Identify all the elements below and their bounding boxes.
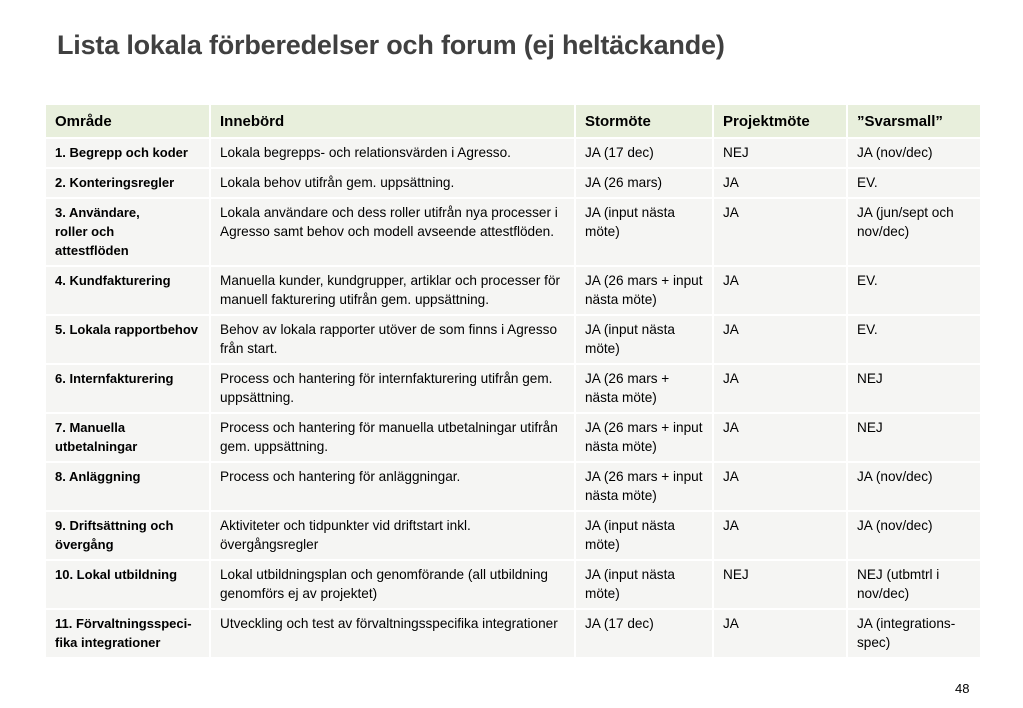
table-row (46, 413, 981, 462)
table-row (46, 266, 981, 315)
cell-general-meeting: JA (input nästa möte) (575, 198, 713, 266)
cell-area: 9. Driftsättning och övergång (46, 511, 210, 560)
cell-project-meeting: JA (713, 413, 847, 462)
slide-title: Lista lokala förberedelser och forum (ej heltäckande) (57, 30, 725, 60)
table-row (46, 364, 981, 413)
page-number: 48 (955, 681, 970, 696)
cell-response-template: NEJ (utbmtrl i nov/dec) (847, 560, 981, 609)
cell-general-meeting: JA (input nästa möte) (575, 560, 713, 609)
column-header-area: Område (46, 105, 210, 138)
cell-area: 10. Lokal utbildning (46, 560, 210, 609)
cell-general-meeting: JA (input nästa möte) (575, 315, 713, 364)
column-header-meaning: Innebörd (210, 105, 575, 138)
cell-response-template: NEJ (847, 364, 981, 413)
cell-meaning: Aktiviteter och tidpunkter vid driftstart inkl. övergångsregler (210, 511, 575, 560)
cell-response-template: JA (nov/dec) (847, 462, 981, 511)
cell-project-meeting: JA (713, 266, 847, 315)
cell-area: 5. Lokala rapportbehov (46, 315, 210, 364)
cell-general-meeting: JA (26 mars + input nästa möte) (575, 413, 713, 462)
cell-area: 11. Förvaltningsspeci- fika integrationer (46, 609, 210, 658)
cell-general-meeting: JA (26 mars + input nästa möte) (575, 462, 713, 511)
cell-area: 2. Konteringsregler (46, 168, 210, 198)
cell-meaning: Behov av lokala rapporter utöver de som finns i Agresso från start. (210, 315, 575, 364)
cell-general-meeting: JA (17 dec) (575, 609, 713, 658)
cell-response-template: NEJ (847, 413, 981, 462)
table-header-row (46, 105, 981, 138)
cell-response-template: JA (jun/sept och nov/dec) (847, 198, 981, 266)
cell-meaning: Lokala användare och dess roller utifrån nya processer i Agresso samt behov och modell avseende attestflöden. (210, 198, 575, 266)
column-header-project-meeting: Projektmöte (713, 105, 847, 138)
table-row (46, 462, 981, 511)
cell-response-template: JA (nov/dec) (847, 511, 981, 560)
table-row (46, 609, 981, 658)
cell-meaning: Lokal utbildningsplan och genomförande (all utbildning genomförs ej av projektet) (210, 560, 575, 609)
cell-project-meeting: JA (713, 511, 847, 560)
cell-general-meeting: JA (17 dec) (575, 138, 713, 168)
cell-meaning: Lokala begrepps- och relationsvärden i Agresso. (210, 138, 575, 168)
cell-general-meeting: JA (input nästa möte) (575, 511, 713, 560)
cell-meaning: Process och hantering för anläggningar. (210, 462, 575, 511)
column-header-response-template: ”Svarsmall” (847, 105, 981, 138)
cell-area: 3. Användare, roller och attestflöden (46, 198, 210, 266)
cell-project-meeting: JA (713, 315, 847, 364)
cell-meaning: Lokala behov utifrån gem. uppsättning. (210, 168, 575, 198)
cell-general-meeting: JA (26 mars + nästa möte) (575, 364, 713, 413)
table-row (46, 511, 981, 560)
cell-general-meeting: JA (26 mars + input nästa möte) (575, 266, 713, 315)
cell-project-meeting: JA (713, 364, 847, 413)
cell-project-meeting: NEJ (713, 560, 847, 609)
cell-meaning: Manuella kunder, kundgrupper, artiklar och processer för manuell fakturering utifrån gem. uppsättning. (210, 266, 575, 315)
cell-project-meeting: JA (713, 168, 847, 198)
table-row (46, 138, 981, 168)
cell-project-meeting: JA (713, 462, 847, 511)
table-row (46, 168, 981, 198)
cell-meaning: Process och hantering för internfakturering utifrån gem. uppsättning. (210, 364, 575, 413)
table-row (46, 198, 981, 266)
cell-project-meeting: JA (713, 609, 847, 658)
cell-response-template: EV. (847, 168, 981, 198)
cell-area: 4. Kundfakturering (46, 266, 210, 315)
table-row (46, 560, 981, 609)
cell-project-meeting: JA (713, 198, 847, 266)
table-body (46, 138, 981, 658)
table-row (46, 315, 981, 364)
cell-meaning: Process och hantering för manuella utbetalningar utifrån gem. uppsättning. (210, 413, 575, 462)
cell-general-meeting: JA (26 mars) (575, 168, 713, 198)
preparations-table (46, 105, 982, 659)
cell-area: 8. Anläggning (46, 462, 210, 511)
cell-meaning: Utveckling och test av förvaltningsspecifika integrationer (210, 609, 575, 658)
column-header-general-meeting: Stormöte (575, 105, 713, 138)
cell-area: 6. Internfakturering (46, 364, 210, 413)
cell-area: 1. Begrepp och koder (46, 138, 210, 168)
cell-response-template: EV. (847, 266, 981, 315)
cell-area: 7. Manuella utbetalningar (46, 413, 210, 462)
cell-response-template: JA (integrations- spec) (847, 609, 981, 658)
cell-project-meeting: NEJ (713, 138, 847, 168)
cell-response-template: EV. (847, 315, 981, 364)
cell-response-template: JA (nov/dec) (847, 138, 981, 168)
